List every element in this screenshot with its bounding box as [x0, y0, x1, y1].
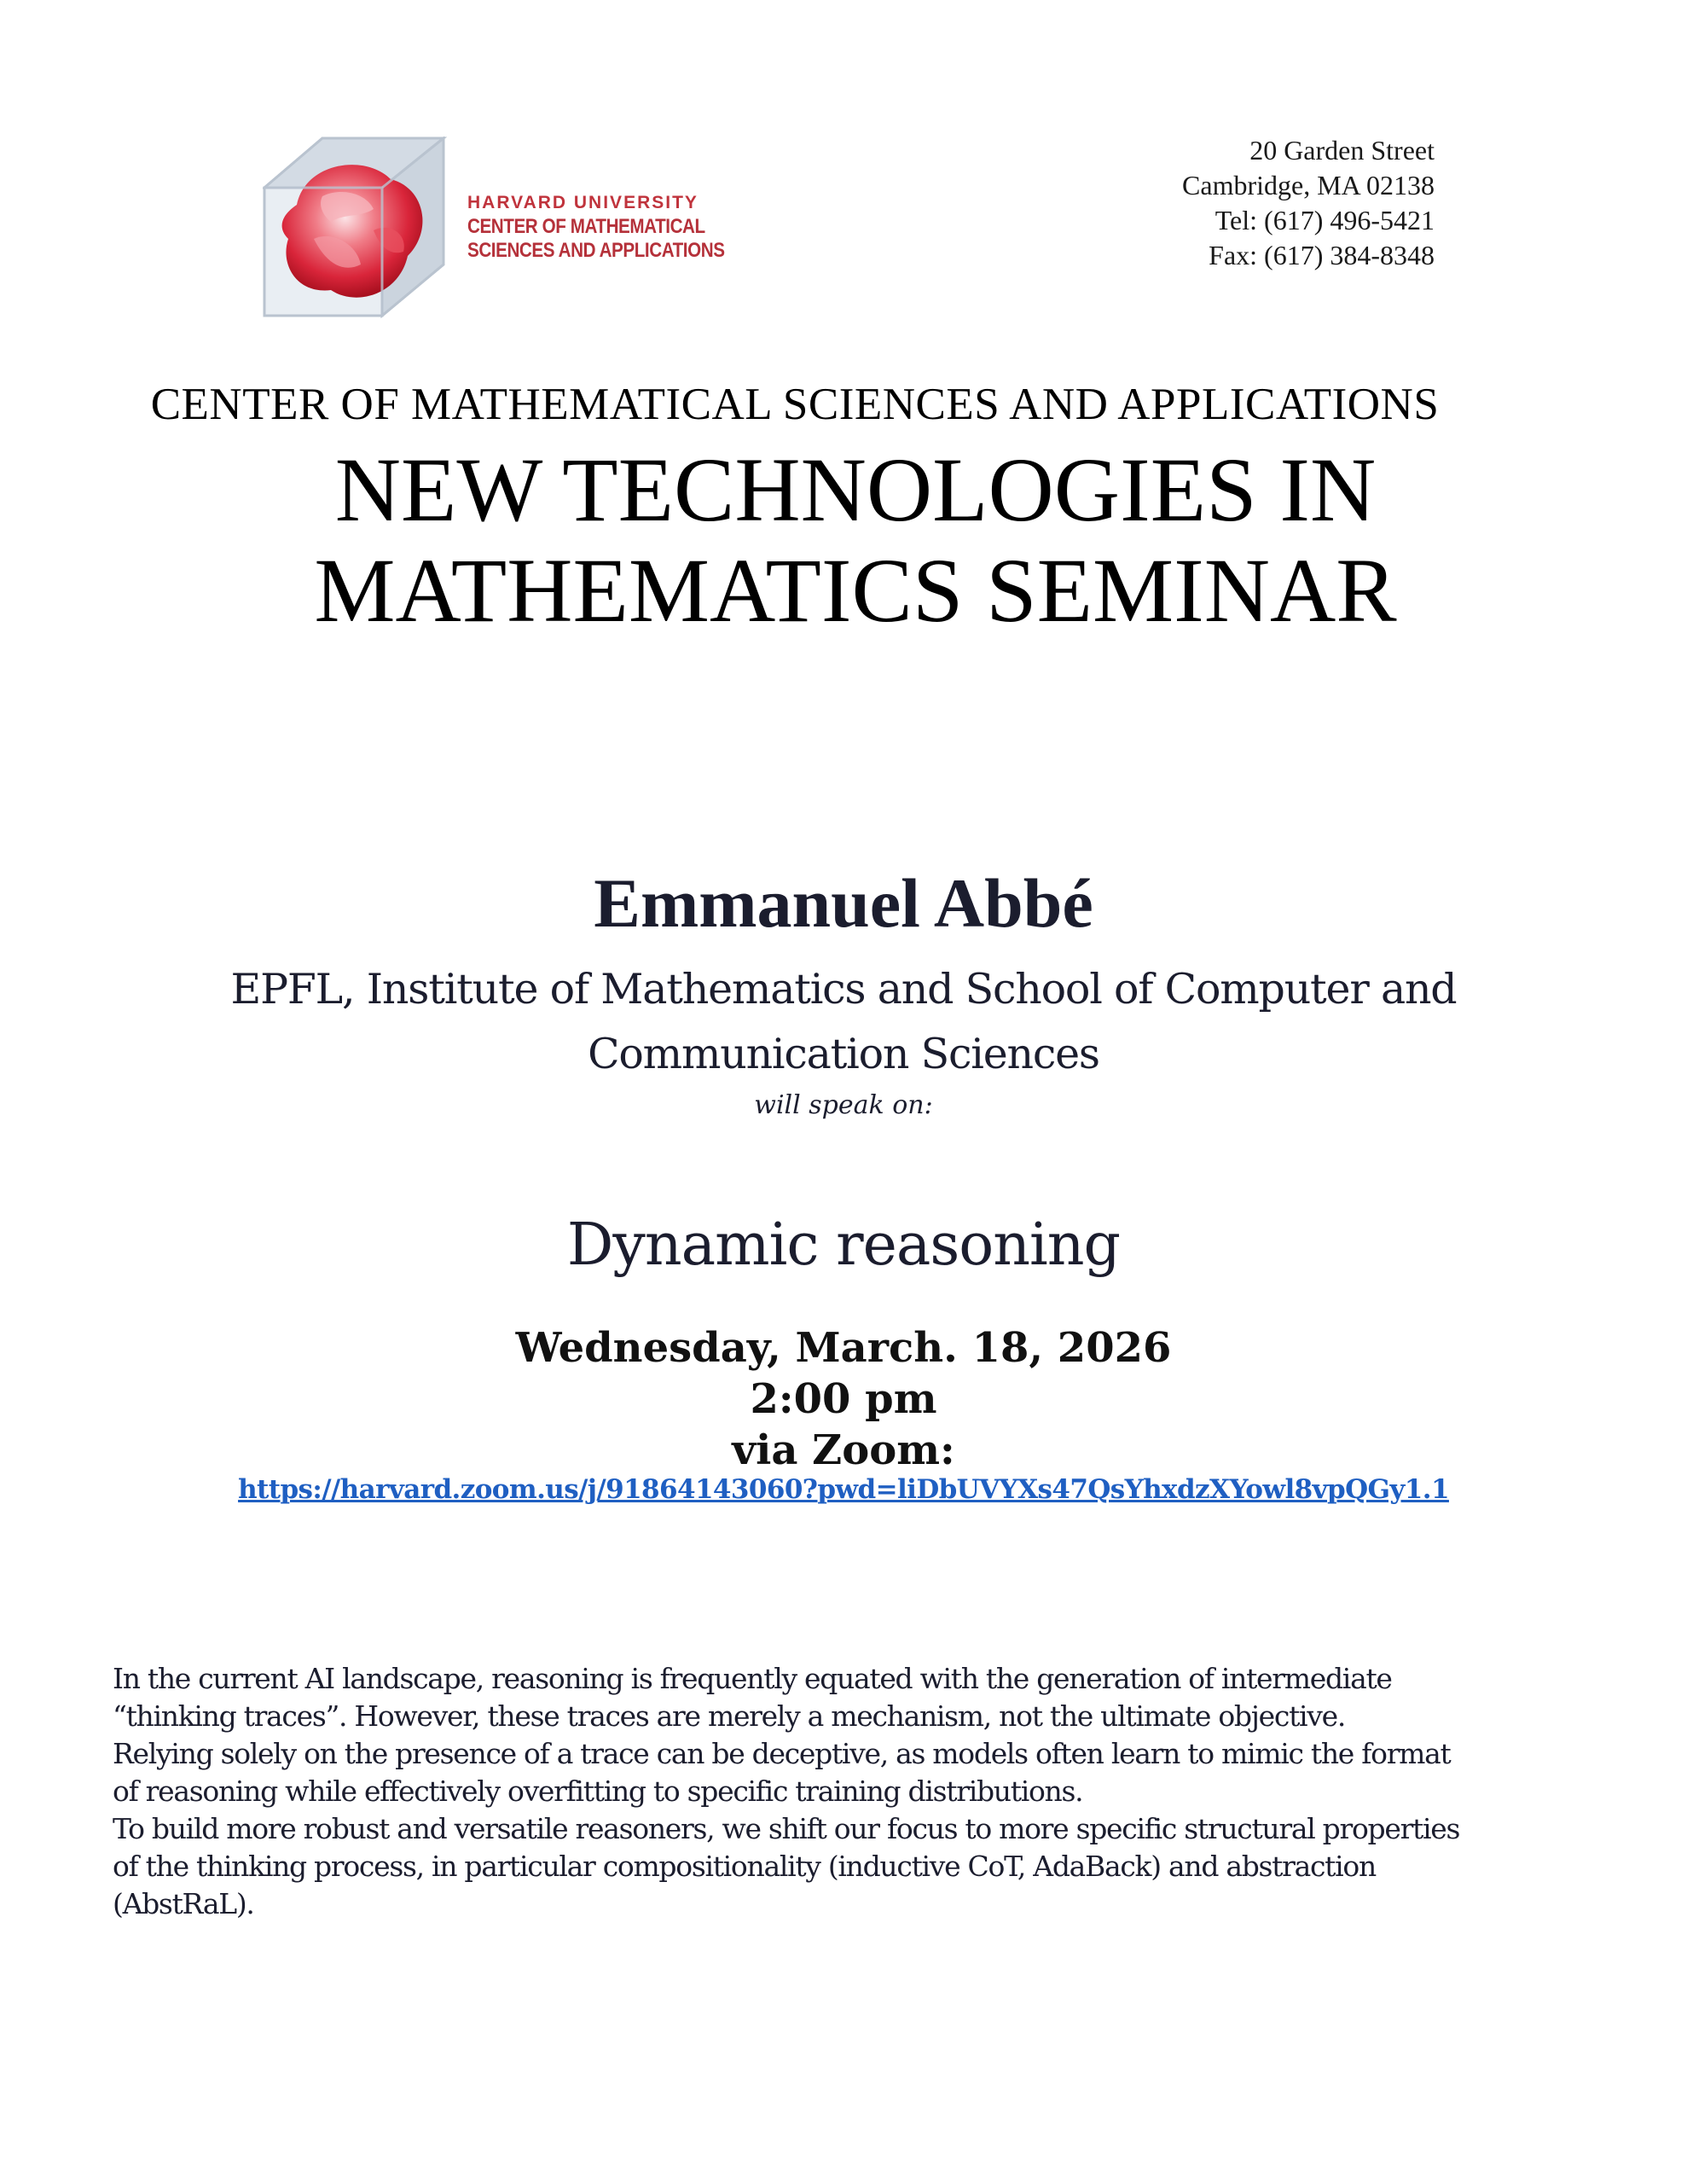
speaker-name: Emmanuel Abbé	[594, 864, 1093, 942]
logo-university-text: HARVARD UNIVERSITY	[467, 193, 699, 212]
cube-logo-icon	[263, 136, 459, 324]
address-tel: Tel: (617) 496-5421	[1215, 205, 1435, 235]
talk-time: 2:00 pm	[750, 1375, 937, 1423]
address-block	[1182, 133, 1435, 273]
abstract-line: of reasoning while effectively overfitting to specific training distributions.	[113, 1774, 1083, 1808]
talk-venue: via Zoom:	[732, 1426, 955, 1474]
address-fax: Fax: (617) 384-8348	[1209, 240, 1435, 270]
zoom-link[interactable]: https://harvard.zoom.us/j/91864143060?pwd=liDbUVYXs47QsYhxdzXYowl8vpQGy1.1	[238, 1474, 1449, 1505]
center-name-heading	[0, 379, 1687, 430]
talk-schedule	[0, 1322, 1687, 1476]
zoom-link-container	[0, 1474, 1687, 1505]
abstract-line: of the thinking process, in particular compositionality (inductive CoT, AdaBack) and abstraction	[113, 1850, 1376, 1883]
abstract-line: To build more robust and versatile reasoners, we shift our focus to more specific structural properties	[113, 1812, 1460, 1845]
speaker-affiliation	[0, 957, 1687, 1087]
logo-sciences-text: SCIENCES AND APPLICATIONS	[467, 239, 725, 262]
speaker-affiliation-line1: EPFL, Institute of Mathematics and School of Computer and	[230, 965, 1457, 1014]
abstract-line: (AbstRaL).	[113, 1887, 254, 1920]
address-street: 20 Garden Street	[1249, 135, 1435, 166]
abstract-line: Relying solely on the presence of a trace can be deceptive, as models often learn to mimic the format	[113, 1737, 1451, 1770]
seminar-title	[0, 440, 1687, 642]
will-speak-text: will speak on:	[754, 1090, 933, 1120]
logo-center-text: CENTER OF MATHEMATICAL	[467, 215, 705, 238]
abstract-line: In the current AI landscape, reasoning is frequently equated with the generation of intermediate	[113, 1662, 1392, 1695]
address-city: Cambridge, MA 02138	[1182, 170, 1435, 200]
abstract-line: “thinking traces”. However, these traces are merely a mechanism, not the ultimate objective.	[113, 1699, 1346, 1733]
seminar-title-line2: MATHEMATICS SEMINAR	[314, 541, 1397, 642]
cmsa-logo	[263, 136, 723, 324]
talk-date: Wednesday, March. 18, 2026	[515, 1324, 1172, 1372]
speaker-affiliation-line2: Communication Sciences	[588, 1030, 1099, 1078]
abstract	[113, 1660, 1614, 1923]
talk-title: Dynamic reasoning	[566, 1211, 1121, 1279]
center-name-text: CENTER OF MATHEMATICAL SCIENCES AND APPLICATIONS	[150, 380, 1440, 429]
seminar-title-line1: NEW TECHNOLOGIES IN	[334, 440, 1377, 541]
